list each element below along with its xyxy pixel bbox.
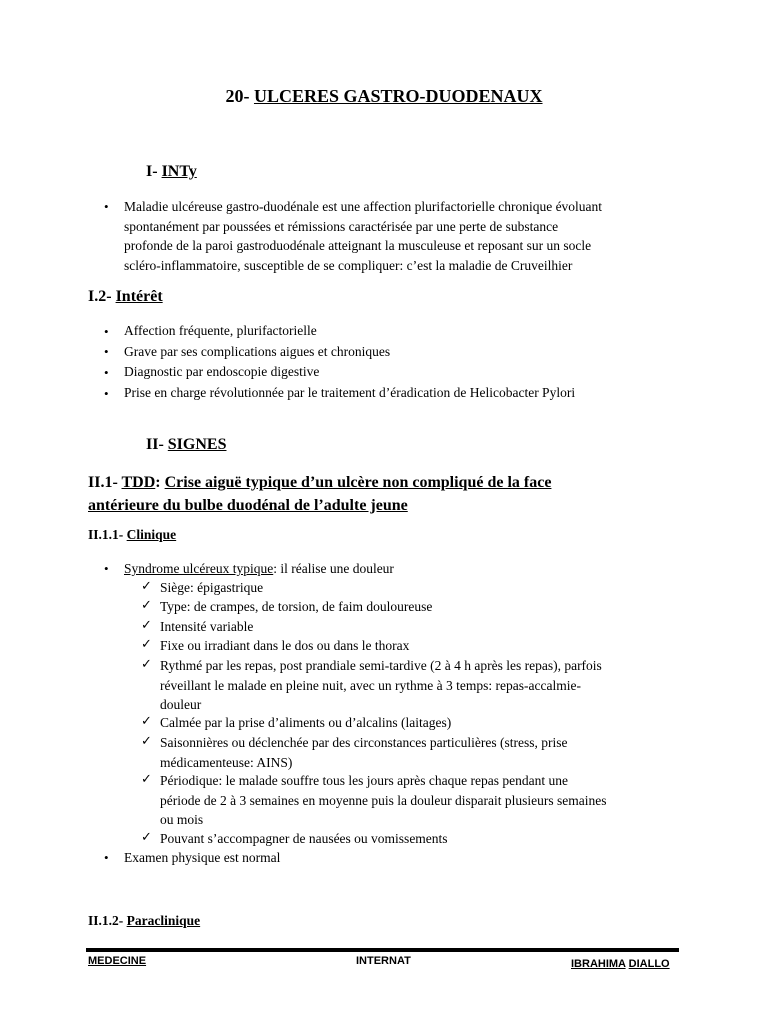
check-item-line: Rythmé par les repas, post prandiale semi-tardive (2 à 4 h après les repas), parfois (160, 658, 602, 673)
syndrome-line (124, 559, 394, 579)
check-item: Calmée par la prise d’aliments ou d’alcalins (laitages) (160, 715, 452, 730)
bullet-icon: • (104, 324, 109, 339)
section-2-1-1-number: II.1.1- (88, 527, 127, 542)
footer-author-last: DIALLO (628, 958, 670, 970)
section-2-title: SIGNES (167, 436, 227, 453)
section-2-1-number: II.1- (88, 474, 122, 491)
section-2-1-2-number: II.1.2- (88, 913, 127, 928)
tdd-line-2: antérieure du bulbe duodénal de l’adulte jeune (88, 497, 408, 514)
section-1-2-title: Intérêt (115, 288, 163, 305)
check-icon: ✓ (141, 830, 152, 845)
syndrome-rest: : il réalise une douleur (273, 561, 394, 576)
check-icon: ✓ (141, 618, 152, 633)
section-1-2-number: I.2- (88, 288, 116, 305)
check-item (160, 656, 700, 715)
check-item-line: Périodique: le malade souffre tous les jours après chaque repas pendant une (160, 773, 568, 788)
tdd-label: TDD (121, 474, 156, 491)
bullet-icon: • (104, 344, 109, 359)
tdd-line-1: Crise aiguë typique d’un ulcère non compliqué de la face (164, 474, 552, 491)
bullet-icon: • (104, 386, 109, 401)
bullet-icon: • (104, 850, 109, 865)
syndrome-label: Syndrome ulcéreux typique (124, 561, 274, 576)
check-icon: ✓ (141, 772, 152, 787)
footer-right (571, 958, 670, 970)
check-item-line: réveillant le malade en pleine nuit, avec un rythme à 3 temps: repas-accalmie- (160, 677, 581, 693)
footer-center: INTERNAT (356, 955, 411, 967)
list-item: Diagnostic par endoscopie digestive (124, 364, 320, 379)
exam-line: Examen physique est normal (124, 850, 281, 865)
list-item: Affection fréquente, plurifactorielle (124, 323, 317, 338)
definition-line: spontanément par poussées et rémissions caractérisée par une perte de substance (124, 218, 559, 234)
bullet-icon: • (104, 561, 109, 576)
section-2-number: II- (146, 436, 168, 453)
section-1-2-heading (88, 288, 163, 306)
section-2-heading (146, 436, 226, 454)
check-item: Siège: épigastrique (160, 580, 264, 595)
check-item: Intensité variable (160, 619, 254, 634)
definition-line: Maladie ulcéreuse gastro-duodénale est une affection plurifactorielle chronique évoluant (124, 199, 603, 214)
check-icon: ✓ (141, 598, 152, 613)
section-2-1-2-title: Paraclinique (126, 913, 201, 928)
check-icon: ✓ (141, 714, 152, 729)
title-number: 20- (225, 86, 254, 106)
check-item-line: douleur (160, 697, 202, 712)
bullet-icon: • (104, 365, 109, 380)
section-1-number: I- (146, 163, 162, 180)
definition-paragraph (124, 197, 684, 275)
check-item (160, 733, 700, 772)
section-2-1-heading (88, 471, 708, 517)
list-item: Prise en charge révolutionnée par le traitement d’éradication de Helicobacter Pylori (124, 385, 576, 400)
check-item: Fixe ou irradiant dans le dos ou dans le thorax (160, 638, 410, 653)
section-2-1-1-title: Clinique (126, 527, 177, 542)
definition-line: profonde de la paroi gastroduodénale atteignant la musculeuse et reposant sur un socle (124, 238, 592, 253)
check-item-line: Saisonnières ou déclenchée par des circonstances particulières (stress, prise (160, 735, 568, 750)
page-title (0, 86, 768, 107)
footer-left: MEDECINE (88, 955, 147, 967)
check-item-line: période de 2 à 3 semaines en moyenne puis la douleur disparait plusieurs semaines (160, 792, 607, 808)
check-icon: ✓ (141, 734, 152, 749)
footer-divider (86, 948, 679, 952)
section-1-title: INTy (161, 163, 197, 180)
title-text: ULCERES GASTRO-DUODENAUX (253, 86, 543, 106)
check-item (160, 771, 700, 830)
tdd-colon: : (155, 474, 165, 491)
list-item: Grave par ses complications aigues et chroniques (124, 344, 391, 359)
check-icon: ✓ (141, 657, 152, 672)
check-item-line: médicamenteuse: AINS) (160, 754, 293, 770)
check-item: Pouvant s’accompagner de nausées ou vomissements (160, 831, 448, 846)
check-icon: ✓ (141, 579, 152, 594)
definition-line: scléro-inflammatoire, susceptible de se compliquer: c’est la maladie de Cruveilhier (124, 257, 573, 273)
check-icon: ✓ (141, 637, 152, 652)
section-1-heading (146, 163, 197, 181)
check-item-line: ou mois (160, 812, 204, 827)
bullet-icon: • (104, 199, 109, 214)
section-2-1-2-heading (88, 913, 200, 929)
section-2-1-1-heading (88, 527, 176, 543)
check-item: Type: de crampes, de torsion, de faim douloureuse (160, 599, 433, 614)
footer-author-first: IBRAHIMA (571, 958, 626, 970)
